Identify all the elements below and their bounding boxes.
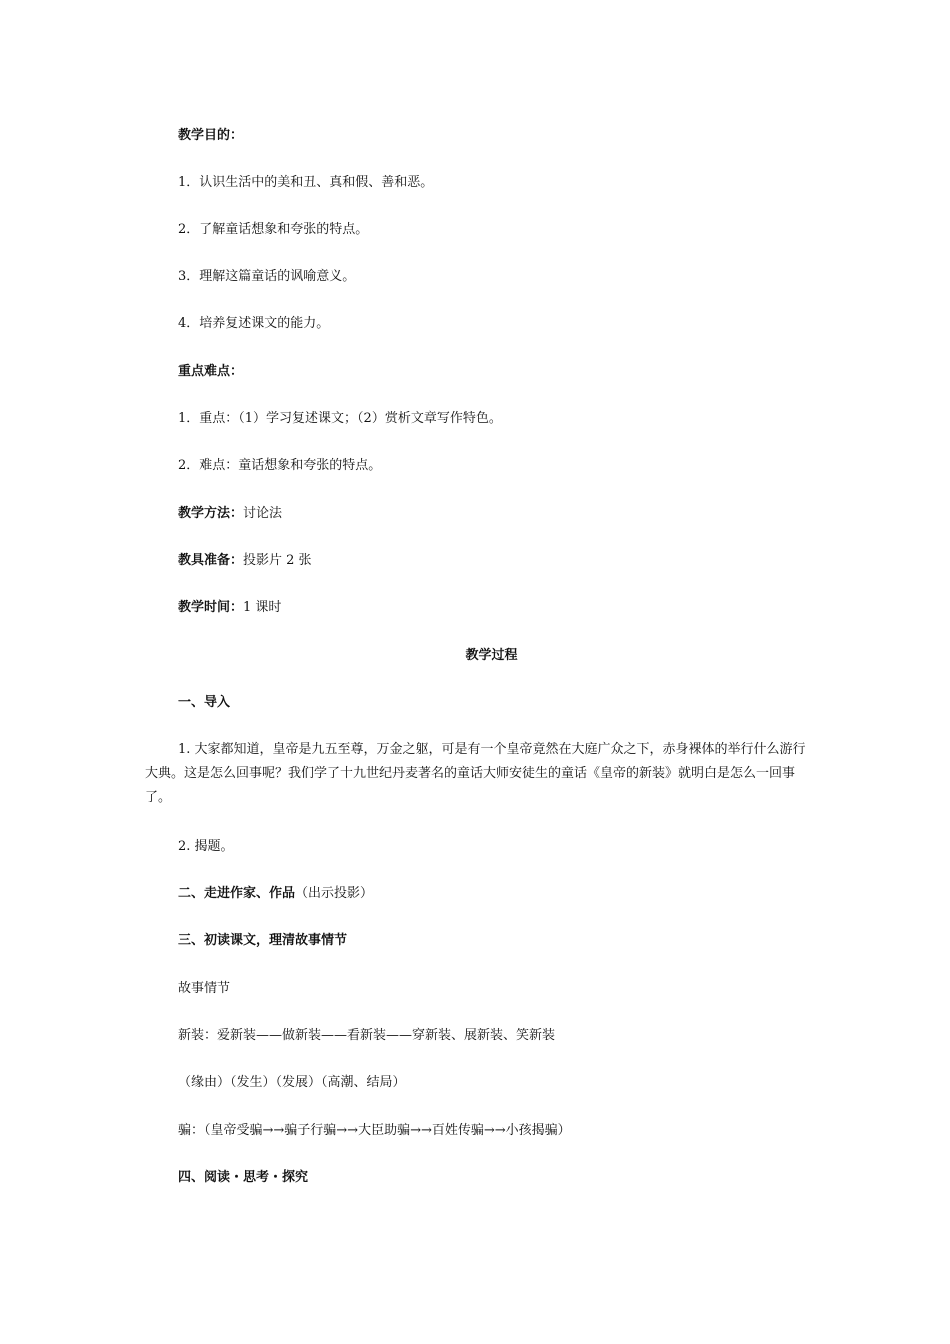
- section2-line: [178, 884, 373, 904]
- objectives-heading: 教学目的：: [178, 128, 244, 143]
- method-label: 教学方法：: [178, 506, 244, 521]
- section4-heading: 四、阅读・思考・探究: [178, 1170, 309, 1185]
- time-label: 教学时间：: [178, 600, 244, 615]
- key-point-item: 2．难点：童话想象和夸张的特点。: [178, 458, 382, 473]
- section1-paragraph: 1. 大家都知道，皇帝是九五至尊，万金之躯，可是有一个皇帝竟然在大庭广众之下，赤身裸体的举行什么游行大典。这是怎么回事呢？我们学了十九世纪丹麦著名的童话大师安徒生的童话《皇帝的新装》就明白是怎么一回事了。: [145, 742, 806, 805]
- time-value: 1 课时: [243, 600, 282, 615]
- key-points-heading: 重点难点：: [178, 364, 244, 379]
- plot-stages: （缘由）（发生）（发展）（高潮、结局）: [178, 1075, 406, 1090]
- objective-item: 1．认识生活中的美和丑、真和假、善和恶。: [178, 175, 434, 190]
- process-title: 教学过程: [465, 648, 518, 663]
- objective-item: 3．理解这篇童话的讽喻意义。: [178, 269, 356, 284]
- section1-paragraph: 2. 揭题。: [178, 839, 234, 854]
- new-clothes-sequence: 新装：爱新装——做新装——看新装——穿新装、展新装、笑新装: [178, 1028, 556, 1043]
- tools-label: 教具准备：: [178, 553, 244, 568]
- section1-heading: 一、导入: [178, 695, 231, 710]
- method-value: 讨论法: [243, 506, 283, 521]
- section2-heading: 二、走进作家、作品: [178, 886, 296, 901]
- objective-item: 2．了解童话想象和夸张的特点。: [178, 222, 369, 237]
- section2-note: （出示投影）: [295, 886, 374, 901]
- tools-line: [178, 551, 312, 571]
- objective-item: 4．培养复述课文的能力。: [178, 316, 330, 331]
- time-line: [178, 598, 281, 618]
- deception-sequence: 骗：（皇帝受骗→→骗子行骗→→大臣助骗→→百姓传骗→→小孩揭骗）: [178, 1123, 571, 1138]
- section3-heading: 三、初读课文，理清故事情节: [178, 933, 348, 948]
- tools-value: 投影片 2 张: [243, 553, 312, 568]
- method-line: [178, 504, 282, 524]
- key-point-item: 1．重点：（1）学习复述课文；（2）赏析文章写作特色。: [178, 411, 502, 426]
- plot-label: 故事情节: [178, 981, 231, 996]
